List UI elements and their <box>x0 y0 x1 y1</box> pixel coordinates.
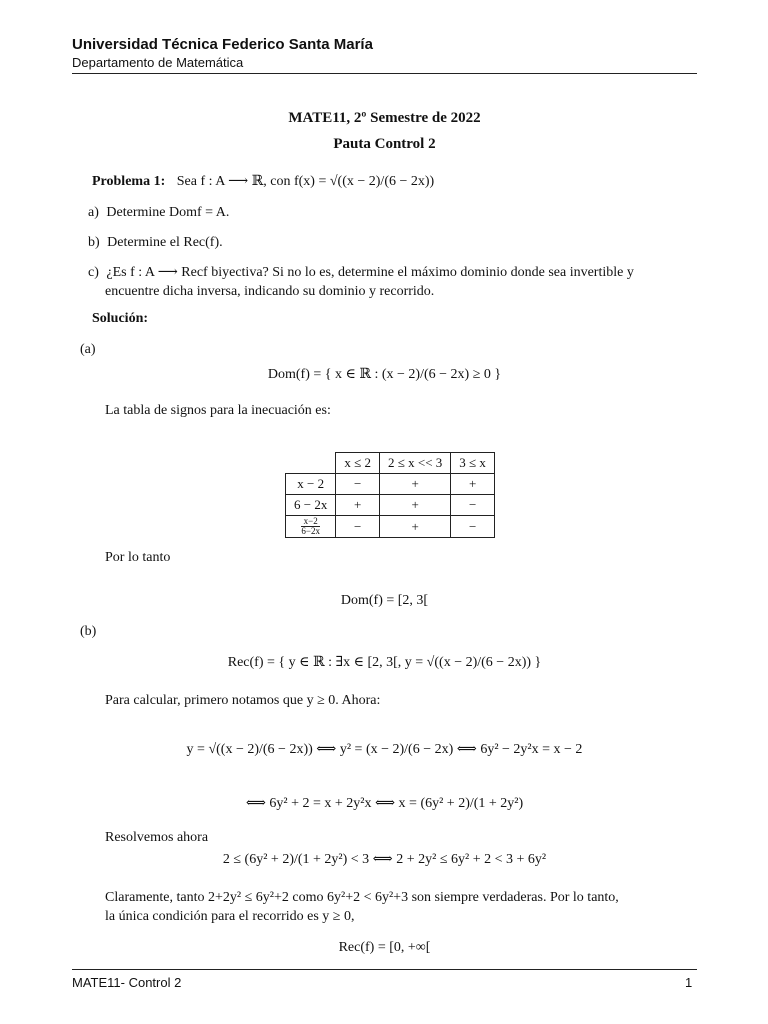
table-cell: − <box>336 474 380 495</box>
table-row-label: x − 2 <box>286 474 336 495</box>
item-b <box>88 235 223 251</box>
item-c-line2: encuentre dicha inversa, indicando su dominio y recorrido. <box>105 284 435 299</box>
problem-statement <box>92 173 434 190</box>
item-b-text: Determine el Rec(f). <box>107 235 223 250</box>
range-result: Rec(f) = [0, +∞[ <box>338 940 431 955</box>
equation-2: ⟺ 6y² + 2 = x + 2y²x ⟺ x = (6y² + 2)/(1 + 2y²) <box>245 796 524 811</box>
page-number: 1 <box>685 975 693 990</box>
problem-label: Problema 1: <box>92 174 166 189</box>
conclusion-line-2: la única condición para el recorrido es y ≥ 0, <box>105 909 355 924</box>
table-cell: − <box>451 516 495 538</box>
item-a-text: Determine Domf = A. <box>106 205 230 220</box>
equation-3: 2 ≤ (6y² + 2)/(1 + 2y²) < 3 ⟺ 2 + 2y² ≤ 6y² + 2 < 3 + 6y² <box>222 852 547 867</box>
table-row-label <box>286 516 336 538</box>
table-row <box>286 474 495 495</box>
therefore-text: Por lo tanto <box>105 550 171 565</box>
sign-table <box>285 452 495 538</box>
domain-definition: Dom(f) = { x ∈ ℝ : (x − 2)/(6 − 2x) ≥ 0 } <box>267 367 502 382</box>
table-cell: + <box>379 516 450 538</box>
item-a <box>88 205 229 221</box>
department-name: Departamento de Matemática <box>72 55 244 70</box>
table-cell: + <box>379 474 450 495</box>
problem-text: Sea f : A ⟶ ℝ, con f(x) = √((x − 2)/(6 − 2x)) <box>176 174 435 189</box>
table-header-cell <box>286 453 336 474</box>
footer-rule <box>72 969 697 970</box>
table-header-cell: 3 ≤ x <box>451 453 495 474</box>
course-title: MATE11, 2º Semestre de 2022 <box>288 110 481 126</box>
table-cell: − <box>451 495 495 516</box>
table-header-cell: x ≤ 2 <box>336 453 380 474</box>
table-cell: + <box>379 495 450 516</box>
item-a-marker: a) <box>88 205 99 220</box>
table-cell: + <box>336 495 380 516</box>
footer-course: MATE11- Control 2 <box>72 975 182 990</box>
equation-1: y = √((x − 2)/(6 − 2x)) ⟺ y² = (x − 2)/(6 − 2x) ⟺ 6y² − 2y²x = x − 2 <box>186 742 583 757</box>
range-definition: Rec(f) = { y ∈ ℝ : ∃x ∈ [2, 3[, y = √((x − 2)/(6 − 2x)) } <box>227 655 542 670</box>
university-name: Universidad Técnica Federico Santa María <box>72 36 373 53</box>
fraction-denominator: 6−2x <box>301 526 320 536</box>
item-c-marker: c) <box>88 265 99 280</box>
item-b-marker: b) <box>88 235 100 250</box>
part-a-marker: (a) <box>80 342 96 357</box>
sign-table-intro: La tabla de signos para la inecuación es: <box>105 403 331 418</box>
conclusion-line-1: Claramente, tanto 2+2y² ≤ 6y²+2 como 6y²+2 < 6y²+3 son siempre verdaderas. Por lo tanto, <box>105 890 619 905</box>
solution-label: Solución: <box>92 311 149 326</box>
table-row <box>286 495 495 516</box>
table-header-row <box>286 453 495 474</box>
table-row <box>286 516 495 538</box>
document-title: Pauta Control 2 <box>333 136 436 152</box>
fraction-numerator: x−2 <box>301 517 320 527</box>
calc-intro: Para calcular, primero notamos que y ≥ 0. Ahora: <box>105 693 381 708</box>
solve-intro: Resolvemos ahora <box>105 830 209 845</box>
table-cell: + <box>451 474 495 495</box>
table-header-cell: 2 ≤ x << 3 <box>379 453 450 474</box>
header-rule <box>72 73 697 74</box>
domain-result: Dom(f) = [2, 3[ <box>340 593 429 608</box>
item-c-text-line1: ¿Es f : A ⟶ Recf biyectiva? Si no lo es, determine el máximo dominio donde sea invertible y <box>106 265 634 280</box>
fraction-label <box>301 517 320 536</box>
table-row-label: 6 − 2x <box>286 495 336 516</box>
table-cell: − <box>336 516 380 538</box>
part-b-marker: (b) <box>80 624 97 639</box>
item-c <box>88 264 634 281</box>
